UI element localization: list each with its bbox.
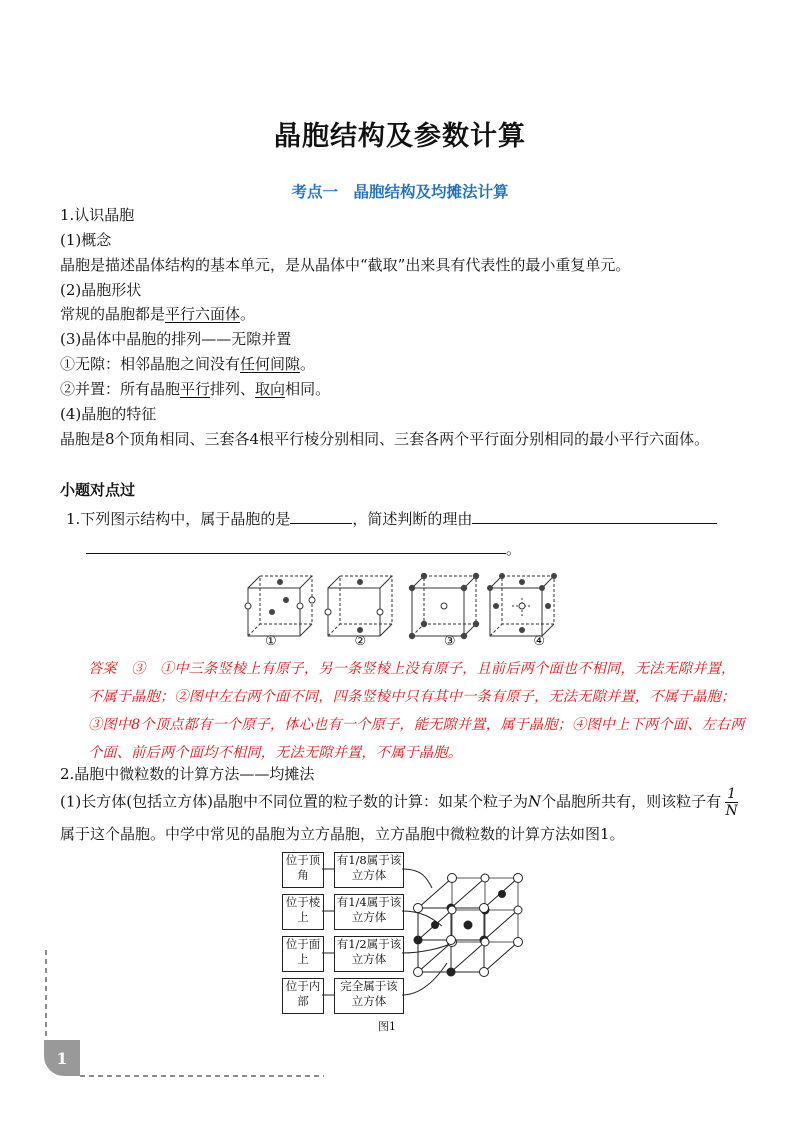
shape-text-underlined: 平行六面体 xyxy=(165,305,241,323)
feature-label: (4)晶胞的特征 xyxy=(60,405,157,423)
concept-text: 晶胞是描述晶体结构的基本单元，是从晶体中“截取”出来具有代表性的最小重复单元。 xyxy=(60,256,631,274)
structure-labels xyxy=(265,634,545,649)
figure-1-caption: 图1 xyxy=(378,1020,396,1033)
cubic-lattice-diagram xyxy=(322,848,532,1028)
position-box-interior: 位于内部 xyxy=(282,978,324,1014)
parallel-pre: ②并置：所有晶胞 xyxy=(60,380,181,398)
page-number: 1 xyxy=(44,1040,80,1076)
question-1 xyxy=(66,505,756,531)
question-1-end: 。 xyxy=(506,540,522,558)
parallel-post: 相同。 xyxy=(285,380,331,398)
no-gap-pre: ①无隙：相邻晶胞之间没有 xyxy=(60,355,241,373)
no-gap-text xyxy=(60,352,750,376)
parallel-text xyxy=(60,377,750,401)
structure-label-1: ① xyxy=(265,634,277,649)
shape-text-pre: 常规的晶胞都是 xyxy=(60,305,166,323)
parallel-underlined-2: 取向 xyxy=(255,380,286,398)
question-1-mid: ，简述判断的理由 xyxy=(352,510,473,528)
share-box-corner: 有1/8属于该立方体 xyxy=(334,852,404,888)
answer-blank-2[interactable] xyxy=(472,505,717,524)
page-title: 晶胞结构及参数计算 xyxy=(274,121,526,152)
share-box-face: 有1/2属于该立方体 xyxy=(334,936,404,972)
shape-text-post: 。 xyxy=(240,305,256,323)
feature-text: 晶胞是8个顶角相同、三套各4根平行棱分别相同、三套各两个平行面分别相同的最小平行六面体。 xyxy=(60,430,710,448)
section-2-mid: 个晶胞所共有，则该粒子有 xyxy=(541,792,722,811)
fraction-denominator: N xyxy=(725,803,738,819)
shape-label: (2)晶胞形状 xyxy=(60,281,142,299)
structure-label-2: ② xyxy=(354,634,367,649)
structure-label-3: ③ xyxy=(443,634,456,649)
answer-blank-1[interactable] xyxy=(290,505,352,524)
practice-heading: 小题对点过 xyxy=(60,481,136,499)
section-1-heading: 1.认识晶胞 xyxy=(60,206,135,224)
share-box-interior: 完全属于该立方体 xyxy=(334,978,404,1014)
section-2-variable: N xyxy=(527,792,542,811)
answer-text: 答案 ③ ①中三条竖棱上有原子，另一条竖棱上没有原子，且前后两个面也不相同，无法无隙并置，不属于晶胞；②图中左右两个面不同，四条竖棱中只有其中一条有原子，无法无隙并置，不属于晶胞；③图中8个顶点都有一个原子，体心也有一个原子，能无隙并置，属于晶胞；④图中上下两个面、左右两个面、前后两个面均不相同，无法无隙并置，不属于晶胞。 xyxy=(88,661,745,761)
section-2-paragraph xyxy=(60,786,750,849)
page-corner-decoration xyxy=(44,950,334,1080)
position-box-edge: 位于棱上 xyxy=(282,894,324,930)
shape-text xyxy=(60,302,750,326)
parallel-mid: 排列、 xyxy=(210,380,256,398)
position-box-face: 位于面上 xyxy=(282,936,324,972)
fraction-numerator: 1 xyxy=(727,786,737,802)
structure-label-4: ④ xyxy=(533,634,545,649)
concept-label: (1)概念 xyxy=(60,231,112,249)
question-1-pre: 1.下列图示结构中，属于晶胞的是 xyxy=(66,510,291,528)
arrangement-label: (3)晶体中晶胞的排列——无隙并置 xyxy=(60,330,292,348)
share-box-edge: 有1/4属于该立方体 xyxy=(334,894,404,930)
position-box-corner: 位于顶角 xyxy=(282,852,324,888)
parallel-underlined-1: 平行 xyxy=(180,380,211,398)
section-subtitle: 考点一 晶胞结构及均摊法计算 xyxy=(291,183,509,201)
section-2-heading: 2.晶胞中微粒数的计算方法——均摊法 xyxy=(60,765,315,783)
no-gap-underlined: 任何间隙 xyxy=(240,355,301,373)
section-2-pre: (1)长方体(包括立方体)晶胞中不同位置的粒子数的计算：如某个粒子为 xyxy=(60,792,528,811)
answer-blank-3[interactable] xyxy=(86,535,506,554)
question-1-line-2 xyxy=(86,535,776,561)
section-2-post: 属于这个晶胞。中学中常见的晶胞为立方晶胞，立方晶胞中微粒数的计算方法如图1。 xyxy=(60,825,625,843)
no-gap-post: 。 xyxy=(300,355,316,373)
fraction-one-over-n xyxy=(725,786,738,819)
